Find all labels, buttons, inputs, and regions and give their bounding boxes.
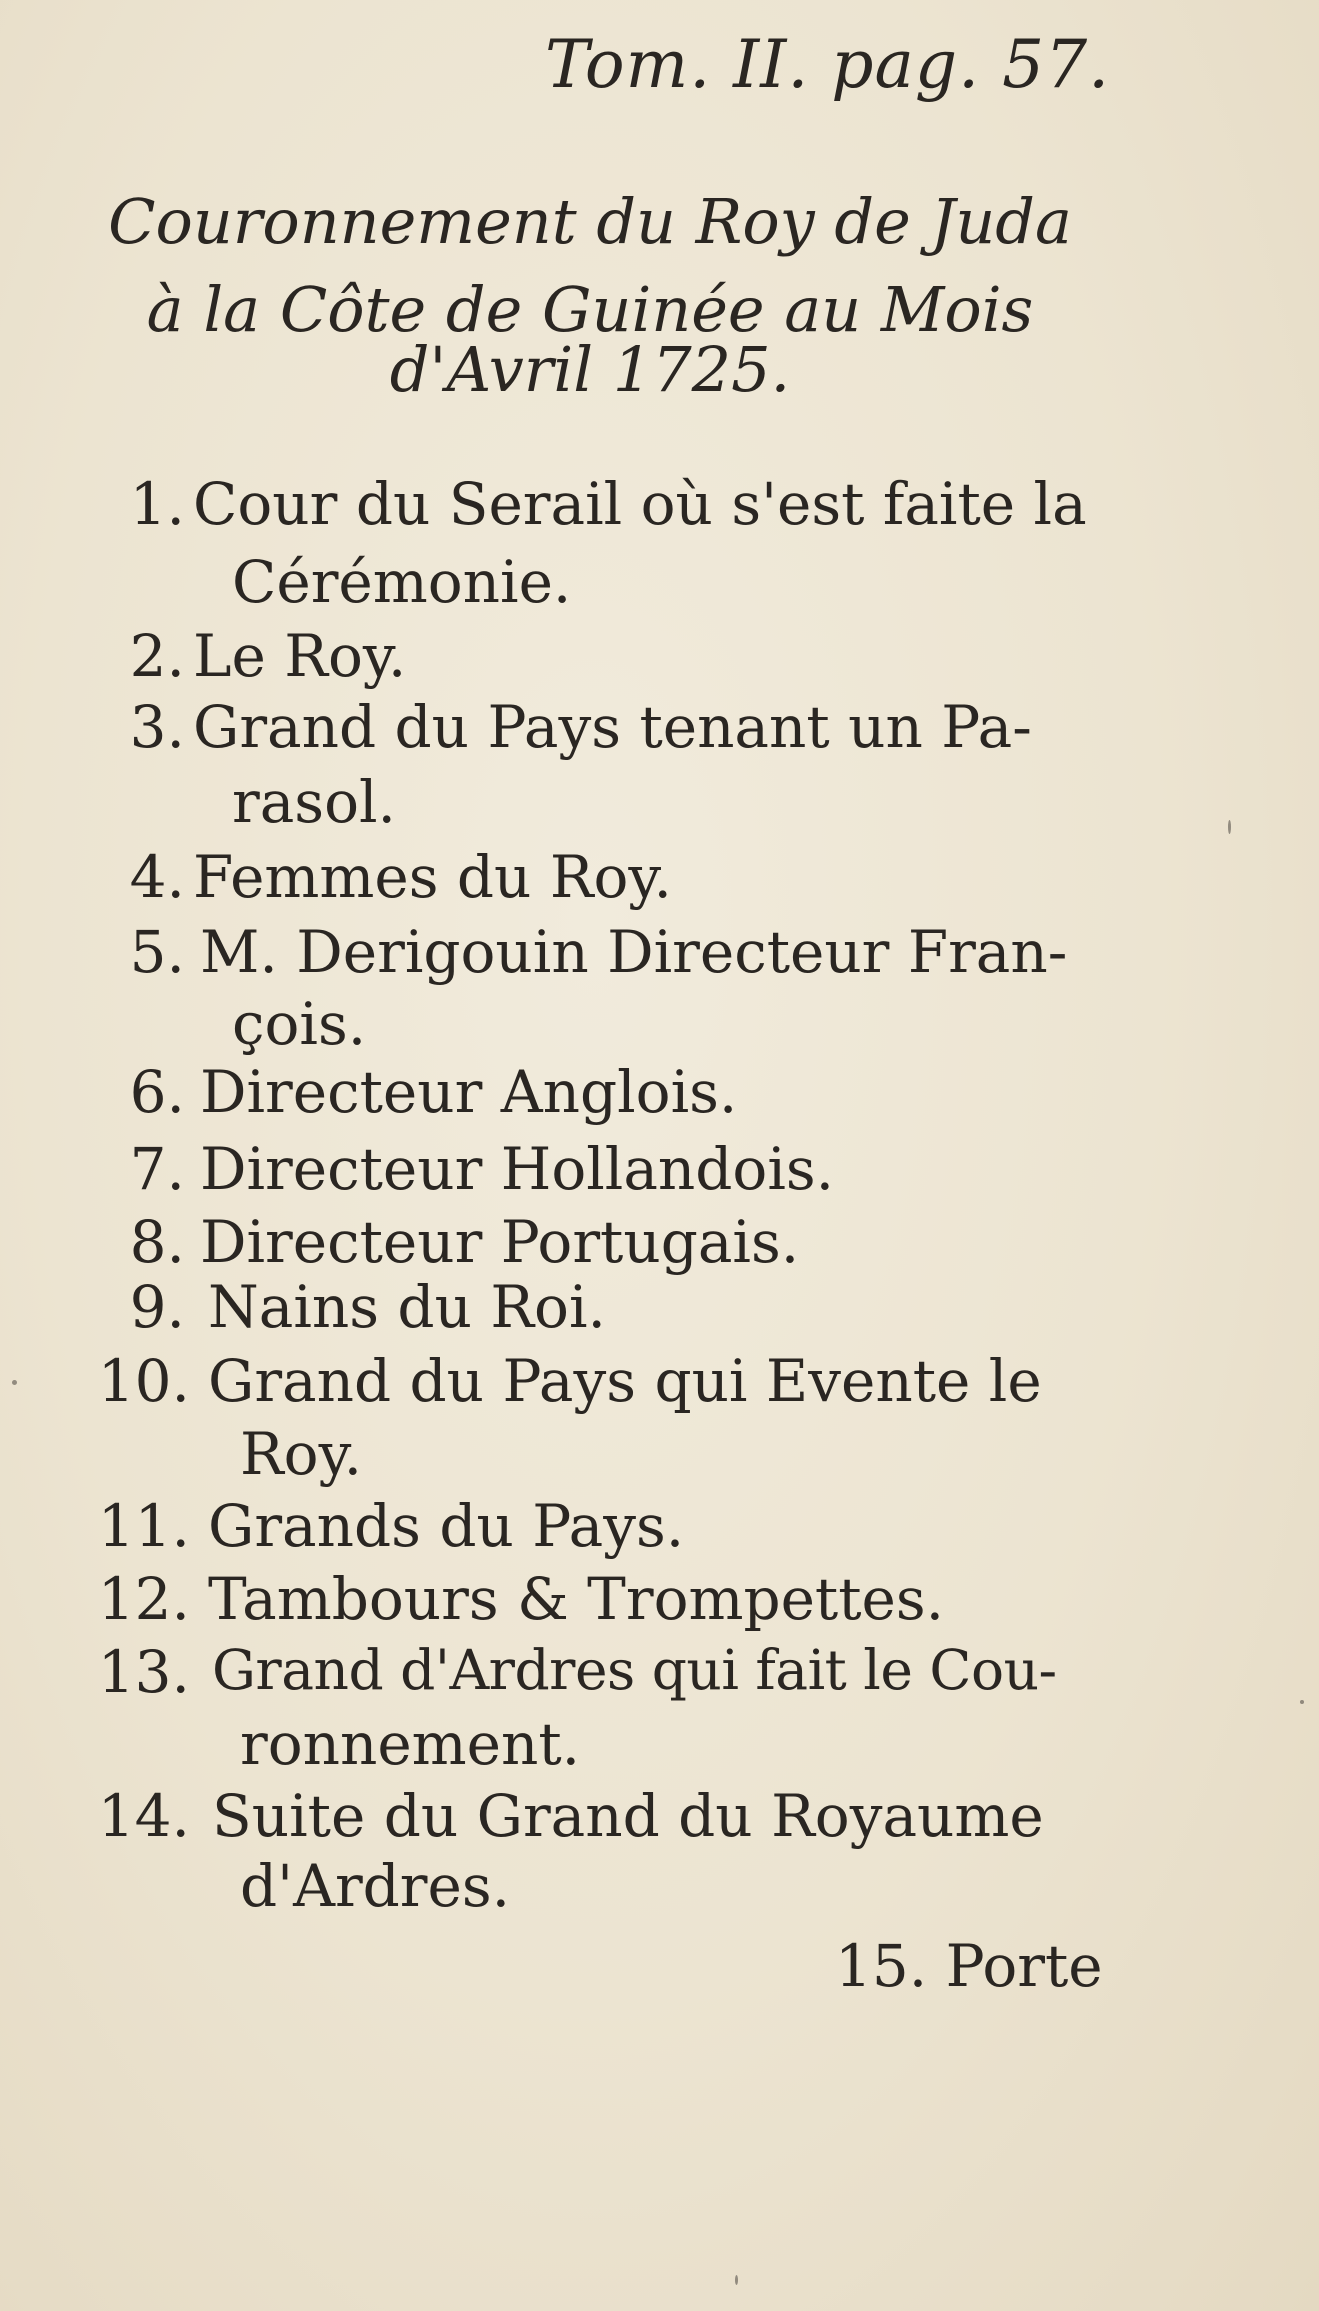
entry-text: Grand du Pays tenant un Pa- xyxy=(193,693,1032,761)
entry-number: 9. xyxy=(129,1273,185,1341)
entry-number: 8. xyxy=(129,1208,185,1276)
entry-number: 13. xyxy=(97,1638,190,1706)
entry-continuation: d'Ardres. xyxy=(240,1852,511,1920)
entry-text: Directeur Portugais. xyxy=(200,1208,800,1276)
entry-number: 2. xyxy=(129,622,185,690)
entry-number: 10. xyxy=(97,1347,190,1415)
paper-speck xyxy=(735,2275,738,2285)
entry-text: Tambours & Trompettes. xyxy=(208,1565,945,1633)
entry-text: Directeur Anglois. xyxy=(200,1058,738,1126)
paper-speck xyxy=(1228,820,1231,834)
paper-speck xyxy=(12,1380,17,1385)
entry-text: Grand d'Ardres qui fait le Cou- xyxy=(212,1638,1057,1702)
title-line-2: à la Côte de Guinée au Mois xyxy=(146,273,1034,346)
entry-number: 5. xyxy=(129,918,185,986)
entry-text: Cour du Serail où s'est faite la xyxy=(193,470,1087,538)
entry-number: 4. xyxy=(129,843,185,911)
title-line-1: Couronnement du Roy de Juda xyxy=(108,185,1072,258)
entry-text: M. Derigouin Directeur Fran- xyxy=(200,918,1068,986)
title-line-3: d'Avril 1725. xyxy=(389,333,791,406)
entry-continuation: ronnement. xyxy=(240,1710,581,1778)
entry-text: Grand du Pays qui Evente le xyxy=(208,1347,1042,1415)
entry-text: Le Roy. xyxy=(193,622,407,690)
entry-continuation: Roy. xyxy=(240,1420,363,1488)
entry-number: 12. xyxy=(97,1565,190,1633)
running-head: Tom. II. pag. 57. xyxy=(545,26,1111,103)
entry-number: 3. xyxy=(129,693,185,761)
entry-text: Femmes du Roy. xyxy=(193,843,672,911)
entry-number: 7. xyxy=(129,1135,185,1203)
entry-continuation: rasol. xyxy=(232,768,396,836)
catchword: 15. Porte xyxy=(835,1932,1103,2000)
entry-text: Suite du Grand du Royaume xyxy=(212,1782,1044,1850)
entry-text: Directeur Hollandois. xyxy=(200,1135,835,1203)
entry-text: Nains du Roi. xyxy=(208,1273,606,1341)
entry-continuation: çois. xyxy=(232,990,367,1058)
entry-number: 14. xyxy=(97,1782,190,1850)
entry-number: 11. xyxy=(97,1492,190,1560)
entry-number: 6. xyxy=(129,1058,185,1126)
entry-text: Grands du Pays. xyxy=(208,1492,685,1560)
entry-continuation: Cérémonie. xyxy=(232,548,572,616)
paper-speck xyxy=(1300,1700,1304,1704)
entry-number: 1. xyxy=(129,470,185,538)
